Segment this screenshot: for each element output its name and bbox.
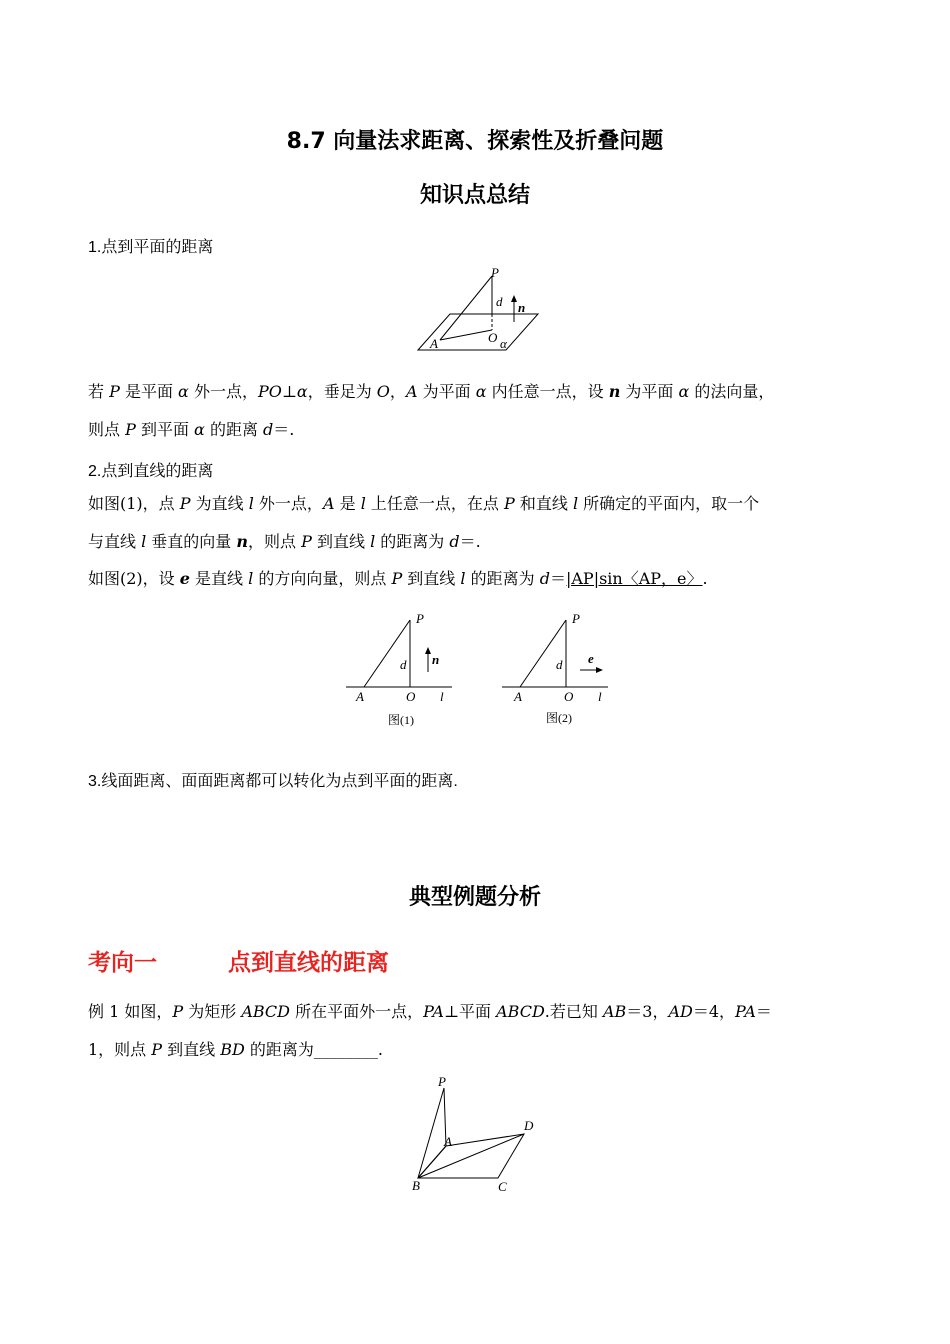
example1-line2: 1，则点 P 到直线 BD 的距离为________. <box>88 1040 384 1059</box>
document-title: 8.7 向量法求距离、探索性及折叠问题 <box>286 129 664 154</box>
fig2-label-l: l <box>598 689 602 704</box>
fig-label-n: n <box>518 300 526 315</box>
section1-line1: 若 P 是平面 α 外一点，PO⊥α，垂足为 O，A 为平面 α 内任意一点，设 n 为平面 α 的法向量， <box>88 382 775 401</box>
section2-heading: 2.点到直线的距离 <box>88 463 214 480</box>
fig1-label-O: O <box>406 689 416 704</box>
section1-heading: 1.点到平面的距离 <box>88 239 214 256</box>
fig1-label-A: A <box>356 689 364 704</box>
ex-label-A: A <box>444 1134 452 1149</box>
fig2-label-e: e <box>588 651 594 666</box>
topic-name: 点到直线的距离 <box>228 950 389 976</box>
examples-title: 典型例题分析 <box>408 885 541 910</box>
fig-label-alpha: α <box>500 336 507 351</box>
plane-distance-figure <box>410 262 550 358</box>
line-distance-figure-1 <box>344 612 464 732</box>
fig1-label-P: P <box>416 611 424 626</box>
fig1-caption: 图(1) <box>388 713 414 727</box>
rectangle-pyramid-figure <box>404 1070 554 1200</box>
section-subtitle: 知识点总结 <box>419 183 530 208</box>
ex-label-D: D <box>524 1118 534 1133</box>
ex-label-C: C <box>498 1179 507 1194</box>
example1-line1: 例 1 如图，P 为矩形 ABCD 所在平面外一点，PA⊥平面 ABCD.若已知 AB＝3，AD＝4，PA＝ <box>88 1002 772 1021</box>
section2-line3: 如图(2)，设 e 是直线 l 的方向向量，则点 P 到直线 l 的距离为 d＝|AP|sin〈AP，e〉. <box>88 569 708 588</box>
topic-label: 考向一 <box>88 950 157 976</box>
ex-label-P: P <box>438 1074 446 1089</box>
ex-label-B: B <box>412 1178 420 1193</box>
fig2-label-d: d <box>556 657 563 672</box>
fig1-label-n: n <box>432 652 440 667</box>
fig2-label-A: A <box>514 689 522 704</box>
fig-label-P: P <box>491 265 499 280</box>
fig-label-O: O <box>488 330 498 345</box>
fig2-caption: 图(2) <box>546 711 572 725</box>
fig1-label-d: d <box>400 657 407 672</box>
fig-label-d: d <box>496 294 503 309</box>
fig2-label-P: P <box>572 611 580 626</box>
fig1-label-l: l <box>440 689 444 704</box>
fig2-label-O: O <box>564 689 574 704</box>
section2-line1: 如图(1)，点 P 为直线 l 外一点，A 是 l 上任意一点，在点 P 和直线 l 所确定的平面内，取一个 <box>88 494 760 513</box>
line-distance-figure-2 <box>500 612 620 732</box>
section3-heading: 3.线面距离、面面距离都可以转化为点到平面的距离. <box>88 773 458 790</box>
section1-line2: 则点 P 到平面 α 的距离 d＝. <box>88 420 295 439</box>
distance-formula: |AP|sin〈AP，e〉 <box>565 569 703 588</box>
fig-label-A: A <box>430 336 438 351</box>
section2-line2: 与直线 l 垂直的向量 n，则点 P 到直线 l 的距离为 d＝. <box>88 532 481 551</box>
